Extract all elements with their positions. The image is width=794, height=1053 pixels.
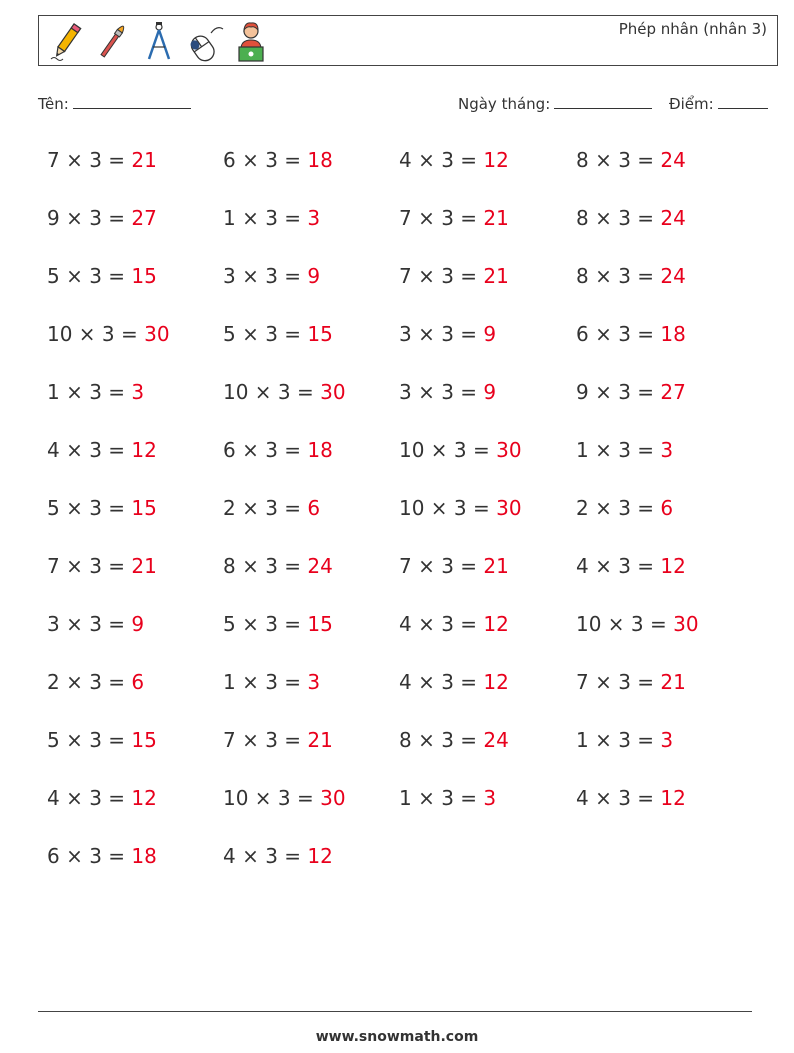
problem-question: 8 × 3 = <box>576 264 655 288</box>
problem-answer: 24 <box>660 148 686 172</box>
problem-question: 3 × 3 = <box>47 612 126 636</box>
problem-question: 6 × 3 = <box>576 322 655 346</box>
problem-question: 7 × 3 = <box>576 670 655 694</box>
problem-answer: 3 <box>660 438 674 462</box>
problem-answer: 30 <box>144 322 170 346</box>
problem-answer: 12 <box>660 786 686 810</box>
problem-question: 1 × 3 = <box>399 786 478 810</box>
problem-question: 1 × 3 = <box>223 670 302 694</box>
problem-item <box>47 670 144 694</box>
score-blank[interactable] <box>718 94 768 109</box>
problem-item <box>47 264 157 288</box>
problem-answer: 21 <box>307 728 333 752</box>
problem-answer: 3 <box>660 728 674 752</box>
problem-item <box>576 786 686 810</box>
problem-question: 4 × 3 = <box>399 612 478 636</box>
problem-answer: 21 <box>483 206 509 230</box>
problem-item <box>223 728 333 752</box>
problem-question: 7 × 3 = <box>399 264 478 288</box>
problem-answer: 6 <box>660 496 674 520</box>
problem-answer: 12 <box>131 786 157 810</box>
problem-item <box>399 438 522 462</box>
problem-item <box>399 786 496 810</box>
problem-item <box>399 728 509 752</box>
teacher-icon <box>231 19 271 63</box>
problem-item <box>399 496 522 520</box>
problem-question: 8 × 3 = <box>399 728 478 752</box>
problem-answer: 12 <box>131 438 157 462</box>
problem-answer: 27 <box>660 380 686 404</box>
score-label: Điểm: <box>669 95 714 113</box>
problem-item <box>47 496 157 520</box>
problem-item <box>47 380 144 404</box>
problem-question: 7 × 3 = <box>399 554 478 578</box>
problem-item <box>223 670 320 694</box>
problem-answer: 6 <box>131 670 145 694</box>
problem-question: 1 × 3 = <box>223 206 302 230</box>
problem-question: 4 × 3 = <box>47 438 126 462</box>
footer-url: www.snowmath.com <box>315 1029 479 1045</box>
problem-item <box>576 496 673 520</box>
problem-item <box>399 670 509 694</box>
problem-answer: 12 <box>483 148 509 172</box>
problem-item <box>576 438 673 462</box>
problem-question: 4 × 3 = <box>576 554 655 578</box>
problem-question: 10 × 3 = <box>399 438 490 462</box>
problem-question: 10 × 3 = <box>223 380 314 404</box>
date-label: Ngày tháng: <box>458 95 551 113</box>
problem-question: 9 × 3 = <box>576 380 655 404</box>
problem-answer: 3 <box>483 786 497 810</box>
problem-item <box>223 264 320 288</box>
problem-question: 8 × 3 = <box>223 554 302 578</box>
problem-item <box>47 438 157 462</box>
date-blank[interactable] <box>554 94 652 109</box>
problem-question: 6 × 3 = <box>47 844 126 868</box>
problem-answer: 15 <box>307 612 333 636</box>
problem-answer: 24 <box>660 264 686 288</box>
problem-question: 8 × 3 = <box>576 148 655 172</box>
pencil-icon <box>47 19 87 63</box>
problem-item <box>576 264 686 288</box>
problem-item <box>576 148 686 172</box>
problem-question: 3 × 3 = <box>223 264 302 288</box>
problem-question: 10 × 3 = <box>576 612 667 636</box>
problem-item <box>47 206 157 230</box>
date-field <box>458 94 652 113</box>
problem-answer: 15 <box>131 496 157 520</box>
problem-item <box>223 786 346 810</box>
problem-answer: 21 <box>660 670 686 694</box>
mouse-icon <box>185 19 225 63</box>
problem-answer: 21 <box>131 148 157 172</box>
problem-item <box>47 844 157 868</box>
problem-item <box>576 322 686 346</box>
score-field <box>669 94 768 113</box>
problem-question: 4 × 3 = <box>576 786 655 810</box>
problem-item <box>223 322 333 346</box>
problem-item <box>223 380 346 404</box>
problem-answer: 3 <box>307 670 321 694</box>
problem-item <box>399 264 509 288</box>
problem-item <box>47 728 157 752</box>
problem-question: 4 × 3 = <box>399 148 478 172</box>
problem-item <box>399 554 509 578</box>
problem-item <box>223 612 333 636</box>
problem-answer: 18 <box>660 322 686 346</box>
problem-item <box>576 554 686 578</box>
problem-question: 1 × 3 = <box>576 438 655 462</box>
problem-question: 5 × 3 = <box>47 496 126 520</box>
problem-question: 7 × 3 = <box>47 554 126 578</box>
problem-question: 10 × 3 = <box>47 322 138 346</box>
problem-question: 9 × 3 = <box>47 206 126 230</box>
problem-item <box>399 612 509 636</box>
problem-question: 4 × 3 = <box>399 670 478 694</box>
problem-question: 8 × 3 = <box>576 206 655 230</box>
problem-item <box>47 554 157 578</box>
problem-item <box>399 148 509 172</box>
problem-answer: 12 <box>483 612 509 636</box>
problem-question: 10 × 3 = <box>223 786 314 810</box>
problem-answer: 30 <box>673 612 699 636</box>
problem-answer: 18 <box>131 844 157 868</box>
problem-answer: 3 <box>307 206 321 230</box>
problem-question: 2 × 3 = <box>223 496 302 520</box>
paintbrush-icon <box>93 19 133 63</box>
problem-item <box>223 496 320 520</box>
problem-question: 3 × 3 = <box>399 380 478 404</box>
problem-item <box>576 206 686 230</box>
footer-divider <box>38 1011 752 1012</box>
problem-item <box>223 206 320 230</box>
problem-item <box>223 438 333 462</box>
problem-question: 1 × 3 = <box>576 728 655 752</box>
problem-item <box>47 148 157 172</box>
problem-item <box>223 554 333 578</box>
problem-answer: 9 <box>483 380 497 404</box>
problem-question: 7 × 3 = <box>399 206 478 230</box>
problem-item <box>399 322 496 346</box>
problem-item <box>47 322 170 346</box>
problem-question: 7 × 3 = <box>223 728 302 752</box>
problem-item <box>399 380 496 404</box>
problem-question: 5 × 3 = <box>223 322 302 346</box>
problem-item <box>576 670 686 694</box>
problem-question: 6 × 3 = <box>223 148 302 172</box>
problem-answer: 21 <box>483 554 509 578</box>
problem-answer: 15 <box>131 264 157 288</box>
problem-question: 6 × 3 = <box>223 438 302 462</box>
problem-question: 4 × 3 = <box>223 844 302 868</box>
problem-item <box>399 206 509 230</box>
problem-question: 5 × 3 = <box>47 264 126 288</box>
problem-answer: 18 <box>307 148 333 172</box>
problem-answer: 9 <box>131 612 145 636</box>
problem-question: 5 × 3 = <box>47 728 126 752</box>
problem-question: 5 × 3 = <box>223 612 302 636</box>
name-field <box>38 94 191 113</box>
compass-icon <box>139 19 179 63</box>
problem-answer: 30 <box>320 786 346 810</box>
problem-answer: 6 <box>307 496 321 520</box>
problem-answer: 30 <box>320 380 346 404</box>
problem-answer: 30 <box>496 496 522 520</box>
problem-question: 1 × 3 = <box>47 380 126 404</box>
problem-answer: 27 <box>131 206 157 230</box>
problem-answer: 21 <box>131 554 157 578</box>
problem-answer: 12 <box>660 554 686 578</box>
problem-answer: 30 <box>496 438 522 462</box>
problem-answer: 24 <box>660 206 686 230</box>
problem-question: 3 × 3 = <box>399 322 478 346</box>
problem-answer: 3 <box>131 380 145 404</box>
problem-answer: 12 <box>483 670 509 694</box>
problem-question: 2 × 3 = <box>47 670 126 694</box>
problem-question: 10 × 3 = <box>399 496 490 520</box>
problem-answer: 12 <box>307 844 333 868</box>
problem-item <box>576 728 673 752</box>
problem-answer: 15 <box>131 728 157 752</box>
problem-question: 4 × 3 = <box>47 786 126 810</box>
problem-answer: 21 <box>483 264 509 288</box>
problem-item <box>223 148 333 172</box>
problem-answer: 9 <box>483 322 497 346</box>
problem-item <box>576 380 686 404</box>
problem-question: 2 × 3 = <box>576 496 655 520</box>
problem-answer: 24 <box>483 728 509 752</box>
problem-answer: 24 <box>307 554 333 578</box>
problem-item <box>223 844 333 868</box>
problem-item <box>47 612 144 636</box>
header-icons <box>47 18 271 64</box>
problem-item <box>47 786 157 810</box>
problem-item <box>576 612 699 636</box>
worksheet-header <box>38 15 778 66</box>
problem-question: 7 × 3 = <box>47 148 126 172</box>
worksheet-title: Phép nhân (nhân 3) <box>618 20 767 38</box>
problem-answer: 9 <box>307 264 321 288</box>
name-blank[interactable] <box>73 94 191 109</box>
problem-answer: 18 <box>307 438 333 462</box>
problem-answer: 15 <box>307 322 333 346</box>
name-label: Tên: <box>38 95 69 113</box>
